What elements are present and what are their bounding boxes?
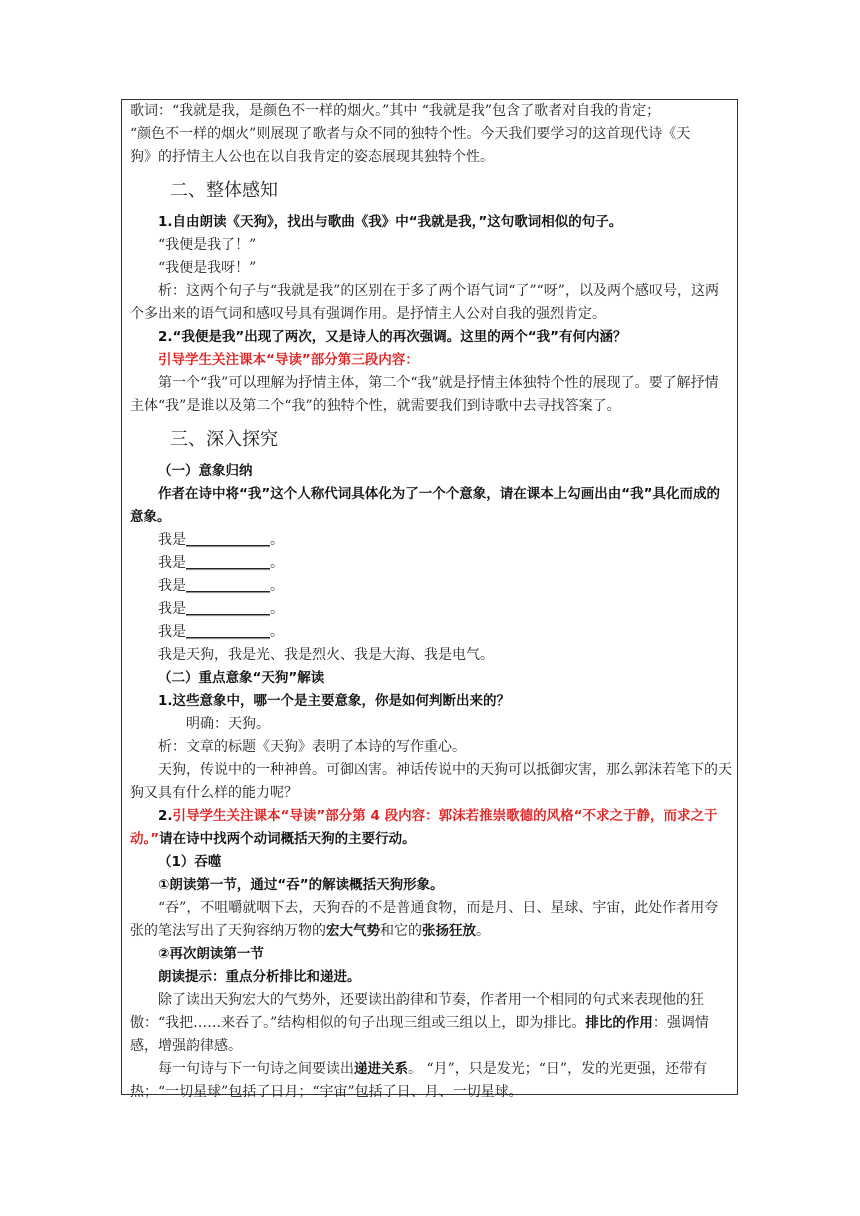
step-1-text: “吞”，不咀嚼就咽下去，天狗吞的不是普通食物，而是月、日、星球、宇宙，此处作者用夸张的笔法写出了天狗容纳万物的宏大气势和它的张扬狂放。: [130, 900, 719, 939]
blank-line: 我是____________。: [158, 532, 284, 548]
section-heading-explore: 三、深入探究: [170, 429, 278, 450]
subheading-tiangou: （二）重点意象“天狗”解读: [158, 670, 325, 686]
analysis-1: 析：这两个句子与“我就是我”的区别在于多了两个语气词“了”“呀”，以及两个感叹号，这两个多出来的语气词和感叹号具有强调作用。是抒情主人公对自我的强烈肯定。: [130, 283, 719, 322]
subheading-imagery: （一）意象归纳: [158, 463, 253, 479]
fill-blank: ____________: [186, 601, 270, 617]
question-verbs: 2.引导学生关注课本“导读”部分第 4 段内容：郭沫若推崇歌德的风格“不求之于静，而求之于动。”请在诗中找两个动词概括天狗的主要行动。: [130, 808, 718, 847]
question-2: 2.“我便是我”出现了两次，又是诗人的再次强调。这里的两个“我”有何内涵？: [158, 329, 627, 345]
question-1: 1.自由朗读《天狗》，找出与歌曲《我》中“我就是我，”这句歌词相似的句子。: [158, 214, 623, 230]
intro-line-2: “颜色不一样的烟火”则展现了歌者与众不同的独特个性。今天我们要学习的这首现代诗《天: [130, 126, 691, 142]
blank-line: 我是____________。: [158, 601, 284, 617]
intro-line-1: 歌词：“我就是我，是颜色不一样的烟火。”其中 “我就是我”包含了歌者对自我的肯定；: [130, 103, 661, 119]
blank-line: 我是____________。: [158, 555, 284, 571]
clarify: 明确：天狗。: [186, 716, 270, 732]
legend-text: 天狗，传说中的一种神兽。可御凶害。神话传说中的天狗可以抵御灾害，那么郭沫若笔下的天狗又具有什么样的能力呢？: [130, 762, 732, 801]
document-content: [130, 100, 732, 1104]
step-2: ②再次朗读第一节: [158, 946, 264, 962]
blank-line: 我是____________。: [158, 578, 284, 594]
guide-note: 引导学生关注课本“导读”部分第三段内容：: [158, 352, 419, 368]
quote-2: “我便是我呀！”: [158, 260, 257, 276]
blank-line: 我是____________。: [158, 624, 284, 640]
quote-1: “我便是我了！”: [158, 237, 257, 253]
fill-blank: ____________: [186, 555, 270, 571]
imagery-answer: 我是天狗，我是光、我是烈火、我是大海、我是电气。: [158, 647, 494, 663]
fill-blank: ____________: [186, 532, 270, 548]
reading-tip: 朗读提示：重点分析排比和递进。: [158, 969, 361, 985]
fill-blank: ____________: [186, 624, 270, 640]
item-swallow: （1）吞噬: [158, 854, 222, 870]
answer-2: 第一个“我”可以理解为抒情主体，第二个“我”就是抒情主体独特个性的展现了。要了解抒情主体“我”是谁以及第二个“我”的独特个性，就需要我们到诗歌中去寻找答案了。: [130, 375, 719, 414]
paragraph-parallelism: 除了读出天狗宏大的气势外，还要读出韵律和节奏，作者用一个相同的句式来表现他的狂傲：“我把……来吞了。”结构相似的句子出现三组或三组以上，即为排比。排比的作用：强调情感，增强韵律感。: [130, 992, 709, 1054]
paragraph-progression: 每一句诗与下一句诗之间要读出递进关系。 “月”，只是发光；“日”，发的光更强，还带有热；“一切星球”包括了日月；“宇宙”包括了日、月、一切星球。: [130, 1061, 708, 1100]
section-heading-overall: 二、整体感知: [170, 180, 278, 201]
analysis-title: 析：文章的标题《天狗》表明了本诗的写作重心。: [158, 739, 466, 755]
step-1: ①朗读第一节，通过“吞”的解读概括天狗形象。: [158, 877, 444, 893]
fill-blank: ____________: [186, 578, 270, 594]
intro-line-3: 狗》的抒情主人公也在以自我肯定的姿态展现其独特个性。: [130, 149, 494, 165]
question-main-image: 1.这些意象中，哪一个是主要意象，你是如何判断出来的？: [158, 693, 511, 709]
task-imagery: 作者在诗中将“我”这个人称代词具体化为了一个个意象，请在课本上勾画出由“我”具化而成的意象。: [130, 486, 720, 525]
